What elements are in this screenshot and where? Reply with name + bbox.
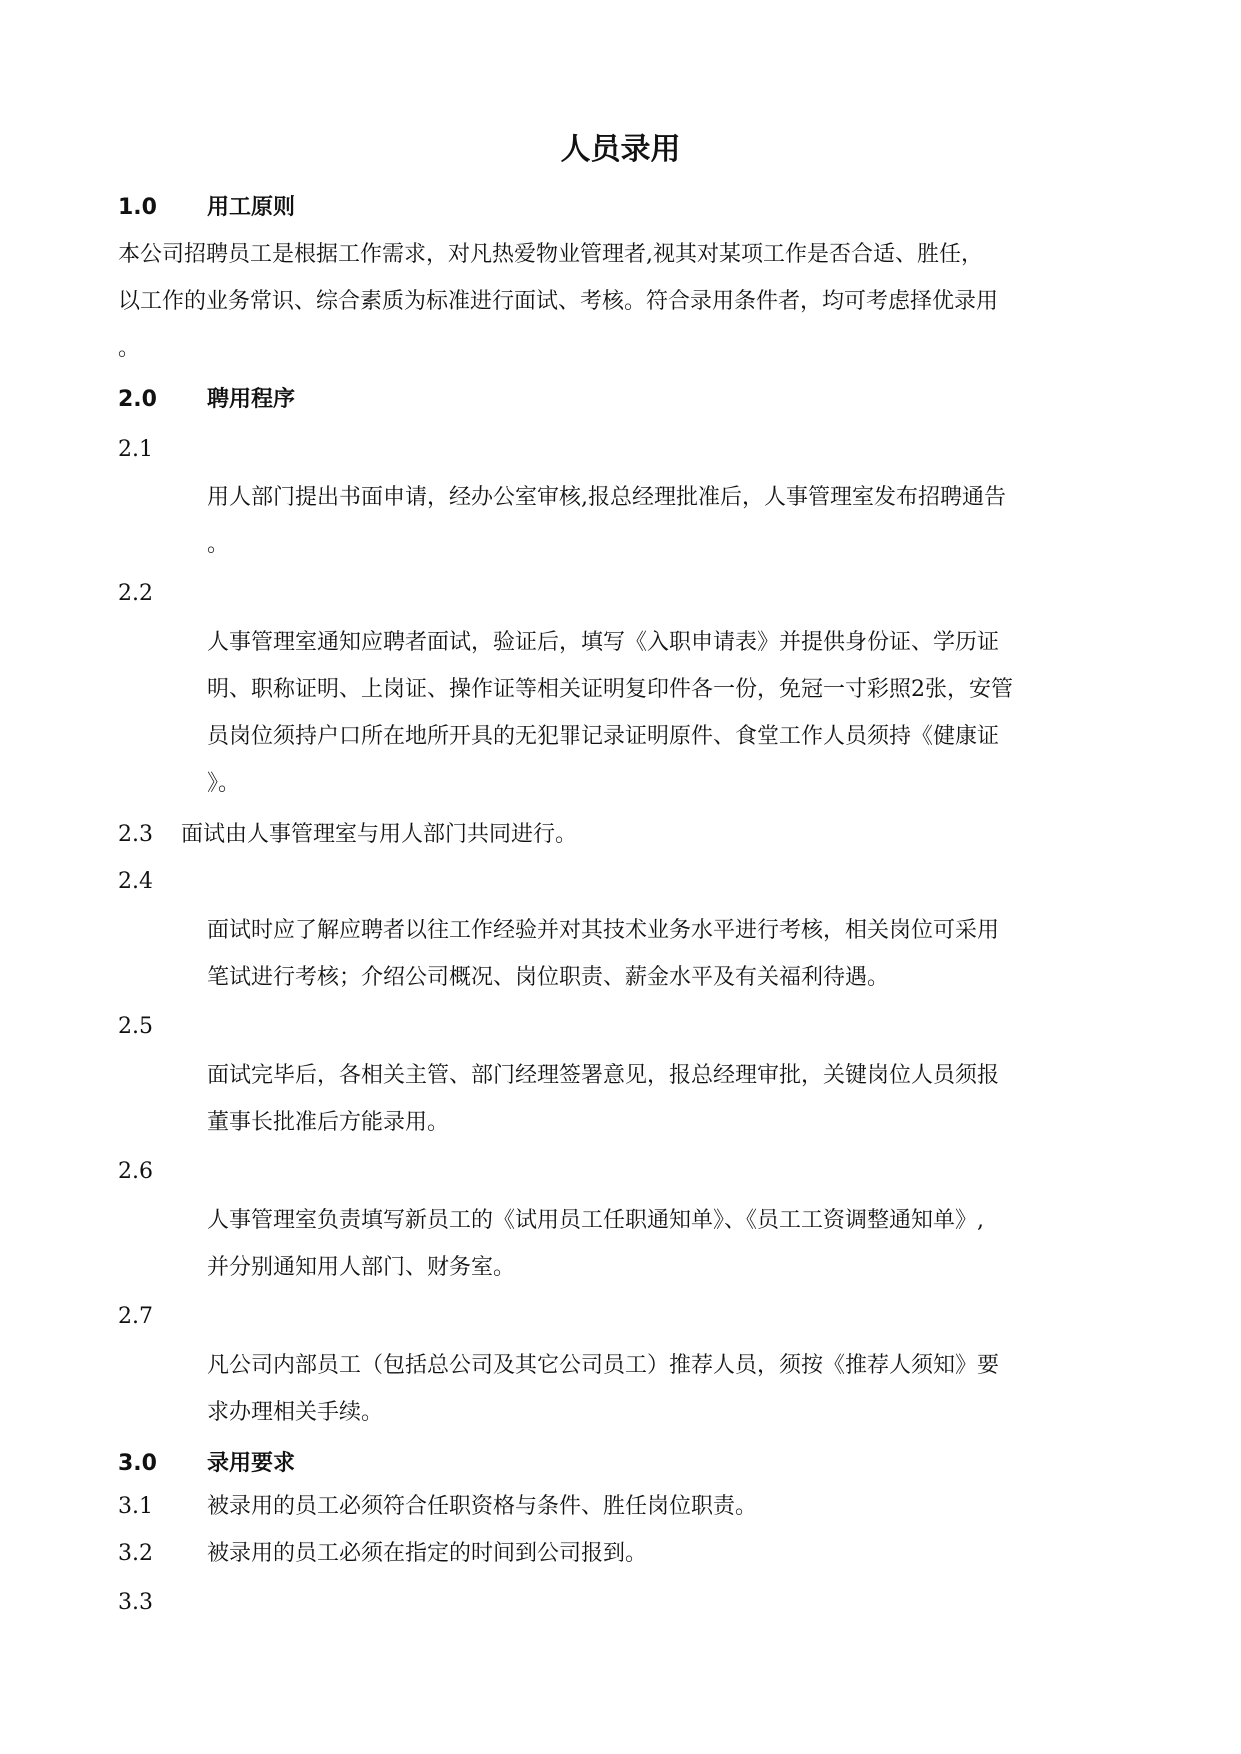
- page-title: 人员录用: [560, 132, 681, 167]
- paragraph-line: 面试由人事管理室与用人部门共同进行。: [181, 822, 578, 847]
- item-number: 2.3: [118, 822, 153, 847]
- paragraph-line: 笔试进行考核；介绍公司概况、岗位职责、薪金水平及有关福利待遇。: [207, 965, 890, 990]
- item-number: 2.6: [118, 1159, 153, 1184]
- paragraph-line: 面试时应了解应聘者以往工作经验并对其技术业务水平进行考核，相关岗位可采用: [207, 918, 1000, 943]
- item-number: 2.2: [118, 581, 153, 606]
- section-number: 3.0: [118, 1451, 157, 1476]
- item-number: 2.7: [118, 1304, 153, 1329]
- paragraph-line: 求办理相关手续。: [207, 1400, 384, 1425]
- section-heading: 聘用程序: [207, 387, 296, 412]
- paragraph-line: 凡公司内部员工（包括总公司及其它公司员工）推荐人员，须按《推荐人须知》要: [207, 1353, 1000, 1378]
- paragraph-line: 人事管理室负责填写新员工的《试用员工任职通知单》、《员工工资调整通知单》,: [207, 1208, 984, 1233]
- paragraph-line: 董事长批准后方能录用。: [207, 1110, 450, 1135]
- item-number: 3.1: [118, 1494, 153, 1519]
- paragraph-line: 。: [118, 336, 141, 361]
- item-number: 2.5: [118, 1014, 153, 1039]
- paragraph-line: 面试完毕后，各相关主管、部门经理签署意见，报总经理审批，关键岗位人员须报: [207, 1063, 1000, 1088]
- paragraph-line: 用人部门提出书面申请，经办公室审核,报总经理批准后，人事管理室发布招聘通告: [207, 485, 1006, 510]
- paragraph-line: 》。: [207, 771, 241, 796]
- section-number: 1.0: [118, 195, 157, 220]
- item-number: 3.3: [118, 1590, 153, 1615]
- paragraph-line: 被录用的员工必须符合任职资格与条件、胜任岗位职责。: [207, 1494, 758, 1519]
- paragraph-line: 。: [207, 532, 230, 557]
- paragraph-line: 明、职称证明、上岗证、操作证等相关证明复印件各一份，免冠一寸彩照2张，安管: [207, 677, 1013, 702]
- paragraph-line: 人事管理室通知应聘者面试，验证后，填写《入职申请表》并提供身份证、学历证: [207, 630, 1000, 655]
- paragraph-line: 并分别通知用人部门、财务室。: [207, 1255, 516, 1280]
- item-number: 2.1: [118, 437, 153, 462]
- item-number: 2.4: [118, 869, 153, 894]
- paragraph-line: 员岗位须持户口所在地所开具的无犯罪记录证明原件、食堂工作人员须持《健康证: [207, 724, 1000, 749]
- section-number: 2.0: [118, 387, 157, 412]
- paragraph-line: 本公司招聘员工是根据工作需求，对凡热爱物业管理者,视其对某项工作是否合适、胜任，: [118, 242, 983, 267]
- paragraph-line: 以工作的业务常识、综合素质为标准进行面试、考核。符合录用条件者，均可考虑择优录用: [118, 289, 999, 314]
- paragraph-line: 被录用的员工必须在指定的时间到公司报到。: [207, 1541, 648, 1566]
- section-heading: 录用要求: [207, 1451, 296, 1476]
- section-heading: 用工原则: [207, 195, 296, 220]
- item-number: 3.2: [118, 1541, 153, 1566]
